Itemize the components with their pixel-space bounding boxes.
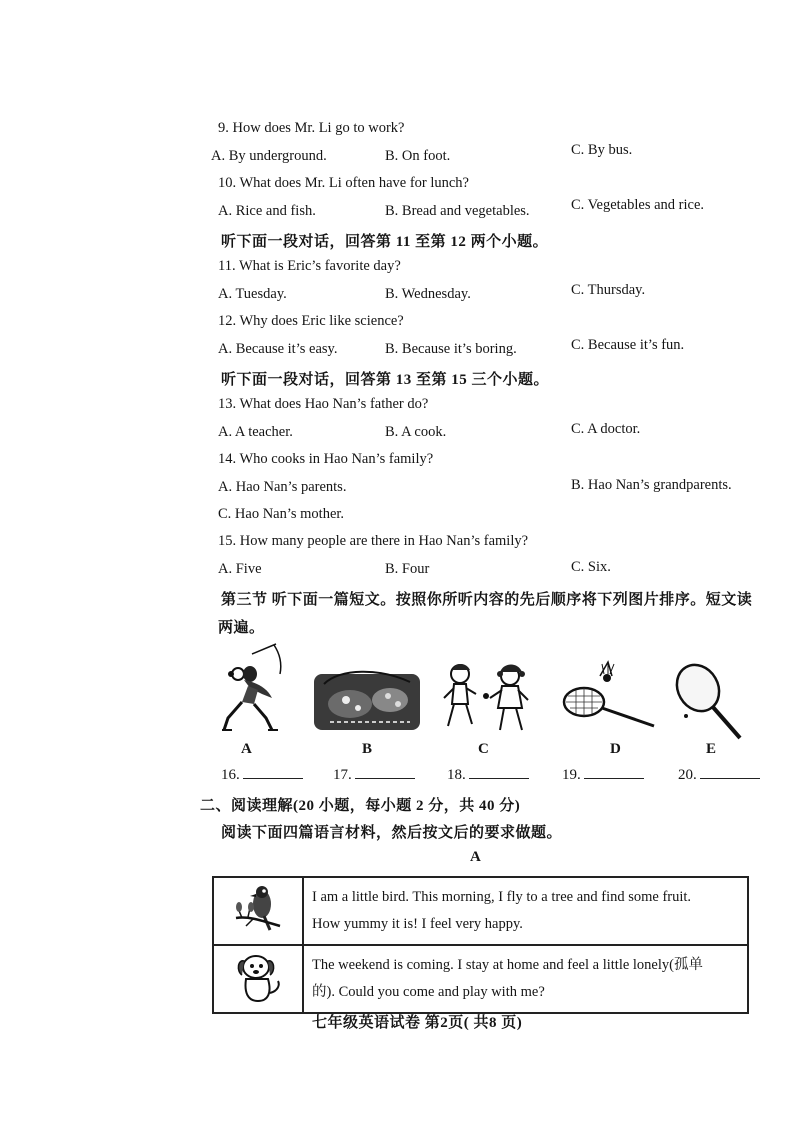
answer-line bbox=[584, 766, 644, 779]
question-13-option-a: A. A teacher. bbox=[218, 424, 293, 440]
answer-line bbox=[355, 766, 415, 779]
question-12-option-b: B. Because it’s boring. bbox=[385, 341, 517, 357]
part-2-instruction: 阅读下面四篇语言材料，然后按文后的要求做题。 bbox=[221, 825, 563, 841]
bird-on-branch-icon bbox=[230, 923, 286, 940]
question-11-option-b: B. Wednesday. bbox=[385, 286, 471, 302]
answer-blank-20[interactable] bbox=[678, 766, 760, 784]
question-10-option-a: A. Rice and fish. bbox=[218, 203, 316, 219]
table-cell-picture bbox=[213, 877, 303, 945]
question-14-option-b: B. Hao Nan’s grandparents. bbox=[571, 477, 732, 493]
section-3-instruction-line2: 两遍。 bbox=[218, 620, 265, 636]
section-3-instruction-line1: 第三节 听下面一篇短文。按照你所听内容的先后顺序将下列图片排序。短文读 bbox=[221, 592, 753, 608]
question-9-option-c: C. By bus. bbox=[571, 142, 633, 158]
instruction-q13-15: 听下面一段对话，回答第 13 至第 15 三个小题。 bbox=[221, 372, 550, 388]
picture-label-e: E bbox=[706, 741, 717, 757]
question-9-stem: 9. How does Mr. Li go to work? bbox=[218, 120, 405, 136]
two-children-playing-icon bbox=[438, 660, 536, 738]
question-10-option-b: B. Bread and vegetables. bbox=[385, 203, 530, 219]
question-9-option-b: B. On foot. bbox=[385, 148, 451, 164]
answer-line bbox=[469, 766, 529, 779]
question-14-option-a: A. Hao Nan’s parents. bbox=[218, 479, 347, 495]
answer-line bbox=[700, 766, 760, 779]
question-12-option-a: A. Because it’s easy. bbox=[218, 341, 338, 357]
kungfu-girl-icon bbox=[214, 642, 292, 737]
answer-blank-18[interactable] bbox=[447, 766, 529, 784]
reading-text-line: How yummy it is! I feel very happy. bbox=[312, 916, 523, 932]
answer-blank-16[interactable] bbox=[221, 766, 303, 784]
puppy-icon bbox=[230, 992, 286, 1009]
pizza-food-icon bbox=[310, 664, 426, 734]
reading-text-line: I am a little bird. This morning, I fly to a tree and find some fruit. bbox=[312, 889, 692, 905]
reading-text-line: 的). Could you come and play with me? bbox=[312, 984, 545, 1000]
answer-blank-number: 16. bbox=[221, 767, 240, 783]
question-15-option-c: C. Six. bbox=[571, 559, 611, 575]
page-footer: 七年级英语试卷 第2页( 共8 页) bbox=[312, 1015, 523, 1031]
question-12-option-c: C. Because it’s fun. bbox=[571, 337, 685, 353]
answer-line bbox=[243, 766, 303, 779]
table-row bbox=[213, 877, 748, 945]
question-15-option-b: B. Four bbox=[385, 561, 430, 577]
question-10-stem: 10. What does Mr. Li often have for lunch? bbox=[218, 175, 469, 191]
question-15-stem: 15. How many people are there in Hao Nan’s family? bbox=[218, 533, 529, 549]
question-11-option-a: A. Tuesday. bbox=[218, 286, 287, 302]
passage-label: A bbox=[470, 849, 481, 865]
instruction-q11-12: 听下面一段对话，回答第 11 至第 12 两个小题。 bbox=[221, 234, 549, 250]
question-15-option-a: A. Five bbox=[218, 561, 262, 577]
question-9-option-a: A. By underground. bbox=[211, 148, 327, 164]
table-cell-text bbox=[303, 877, 748, 945]
question-11-option-c: C. Thursday. bbox=[571, 282, 646, 298]
question-13-option-c: C. A doctor. bbox=[571, 421, 641, 437]
answer-blank-number: 19. bbox=[562, 767, 581, 783]
picture-label-d: D bbox=[610, 741, 621, 757]
question-10-option-c: C. Vegetables and rice. bbox=[571, 197, 705, 213]
answer-blank-19[interactable] bbox=[562, 766, 644, 784]
question-12-stem: 12. Why does Eric like science? bbox=[218, 313, 404, 329]
table-cell-picture bbox=[213, 945, 303, 1013]
table-row bbox=[213, 945, 748, 1013]
picture-label-a: A bbox=[241, 741, 252, 757]
question-11-stem: 11. What is Eric’s favorite day? bbox=[218, 258, 401, 274]
answer-blank-number: 20. bbox=[678, 767, 697, 783]
answer-blank-number: 18. bbox=[447, 767, 466, 783]
reading-text-line: The weekend is coming. I stay at home and feel a little lonely(孤单 bbox=[312, 957, 703, 973]
part-2-heading: 二、阅读理解(20 小题，每小题 2 分，共 40 分) bbox=[200, 798, 521, 814]
question-13-stem: 13. What does Hao Nan’s father do? bbox=[218, 396, 429, 412]
picture-label-b: B bbox=[362, 741, 373, 757]
answer-blank-number: 17. bbox=[333, 767, 352, 783]
reading-table bbox=[212, 876, 749, 1014]
question-14-stem: 14. Who cooks in Hao Nan’s family? bbox=[218, 451, 434, 467]
question-13-option-b: B. A cook. bbox=[385, 424, 447, 440]
tennis-racket-icon bbox=[672, 660, 748, 740]
badminton-racket-icon bbox=[560, 660, 658, 734]
picture-label-c: C bbox=[478, 741, 489, 757]
question-14-option-c: C. Hao Nan’s mother. bbox=[218, 506, 345, 522]
table-cell-text bbox=[303, 945, 748, 1013]
answer-blank-17[interactable] bbox=[333, 766, 415, 784]
